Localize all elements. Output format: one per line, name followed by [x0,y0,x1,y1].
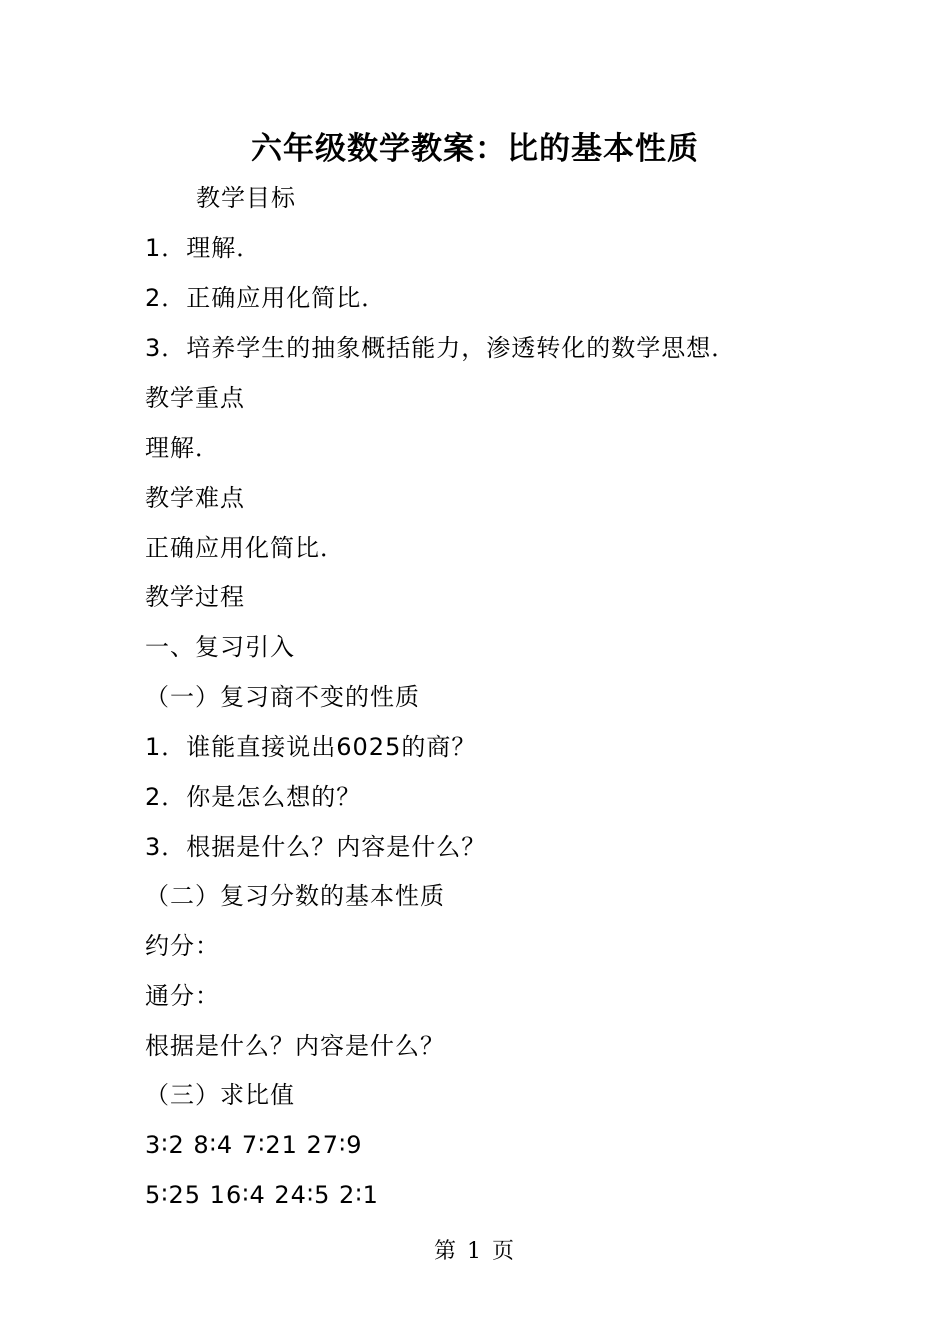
heading-key-points: 教学重点 [145,384,245,412]
subsection-quotient-property: （一）复习商不变的性质 [145,683,420,711]
question-item-2: 2．你是怎么想的？ [145,783,362,811]
objective-item-2: 2．正确应用化简比． [145,284,387,312]
heading-teaching-objectives: 教学目标 [196,184,296,212]
objective-item-3: 3．培养学生的抽象概括能力，渗透转化的数学思想． [145,334,737,362]
key-point-text: 理解． [145,434,220,462]
ratio-exercise-row-2: 5∶25 16∶4 24∶5 2∶1 [145,1181,379,1209]
question-item-3: 3．根据是什么？内容是什么？ [145,833,487,861]
section-review-intro: 一、复习引入 [145,633,295,661]
page-number-footer: 第 1 页 [434,1239,516,1264]
common-denominator-label: 通分： [145,982,220,1010]
subsection-ratio-value: （三）求比值 [145,1081,295,1109]
document-title: 六年级数学教案：比的基本性质 [251,131,699,167]
question-item-1: 1．谁能直接说出6025的商？ [145,733,477,761]
heading-difficulties: 教学难点 [145,484,245,512]
heading-teaching-process: 教学过程 [145,583,245,611]
reduce-fraction-label: 约分： [145,932,220,960]
difficulty-text: 正确应用化简比． [145,534,345,562]
basis-question: 根据是什么？内容是什么？ [145,1032,445,1060]
objective-item-1: 1．理解． [145,234,262,262]
subsection-fraction-property: （二）复习分数的基本性质 [145,882,445,910]
ratio-exercise-row-1: 3∶2 8∶4 7∶21 27∶9 [145,1131,363,1159]
